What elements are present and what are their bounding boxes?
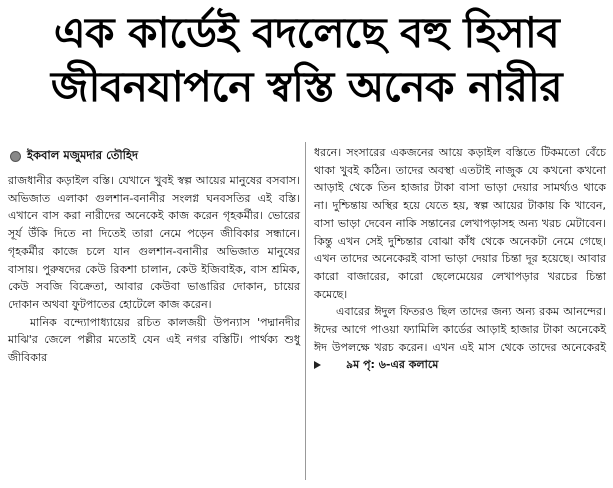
headline-line-1: এক কার্ডেই বদলেছে বহু হিসাব <box>53 8 560 57</box>
paragraph: ধরনে। সংসারের একজনের আয়ে কড়াইল বস্তিতে টিকমতো বেঁচে থাকা খুবই কঠিন। তাদের অবস্থা এতটাই নাজুক যে কখনো কখনো আড়াই থেকে তিন হাজার টাকা বাসা ভাড়া দেয়ার সামর্থ্যও থাকে না। দুশ্চিন্তায় অস্থির হয়ে যেতে হয়, স্বল্প আয়ের টাকায় কি খাবেন, বাসা ভাড়া দেবেন নাকি সন্তানের লেখাপড়াসহ অন্য খরচ মেটাবেন। কিন্তু এখন সেই দুশ্চিন্তার বোঝা কাঁধ থেকে অনেকটা নেমে গেছে। এখন তাদের অনেকেরই বাসা ভাড়া দেয়ার চিন্তা দূর হয়েছে। আবার কারো বাজারের, কারো ছেলেমেয়ের লেখাপড়ার খরচের চিন্তা কমেছে। <box>314 146 606 301</box>
continued-on-link[interactable] <box>314 356 438 374</box>
author-name: ইকবাল মজুমদার তৌহিদ <box>27 147 139 162</box>
paragraph: রাজধানীর কড়াইল বস্তি। যেখানে খুবই স্বল্প আয়ের মানুষের বসবাস। অভিজাত এলাকা গুলশান-বনানীর সংলগ্ন ঘনবসতির এই বস্তি। এখানে বাস করা নারীদের অনেকেই কাজ করেন গৃহকর্মীর। ভোরের সূর্য উঁকি দিতে না দিতেই তারা নেমে পড়েন জীবিকার সন্ধানে। গৃহকর্মীর কাজে চলে যান গুলশান-বনানীর অভিজাত মানুষের বাসায়। পুরুষদের কেউ রিকশা চালান, কেউ ইজিবাইক, বাস শ্রমিক, কেউ সবজি বিক্রেতা, আবার কেউবা ভাঙারির দোকান, চায়ের দোকান অথবা ফুটপাতের হোটেলে কাজ করেন। <box>8 174 300 311</box>
column-divider <box>305 142 306 480</box>
article-column-left <box>8 172 300 367</box>
headline-line-2: জীবনযাপনে স্বস্তি অনেক নারীর <box>50 62 563 111</box>
bullet-icon <box>10 151 21 162</box>
continued-on-text: ৯ম পৃ: ৬-এর কলামে <box>346 358 439 372</box>
paragraph-text: এবারের ঈদুল ফিতরও ছিল তাদের জন্য অন্য রকম আনন্দের। ঈদের আগে পাওয়া ফ্যামিলি কার্ডের আড়াই হাজার টাকা অনেকেই ঈদ উপলক্ষে খরচ করেন। এখন এই মাস থেকে তাদের অনেকেরই <box>314 305 606 354</box>
byline <box>10 148 138 164</box>
article-column-right <box>314 144 606 375</box>
arrow-right-icon <box>314 361 321 369</box>
paragraph <box>314 303 606 375</box>
paragraph: মানিক বন্দ্যোপাধ্যায়ের রচিত কালজয়ী উপন্যাস 'পদ্মানদীর মাঝি'র জেলে পল্লীর মতোই যেন এই নগর বস্তিটি। পার্থক্য শুধু জীবিকার <box>8 315 300 365</box>
